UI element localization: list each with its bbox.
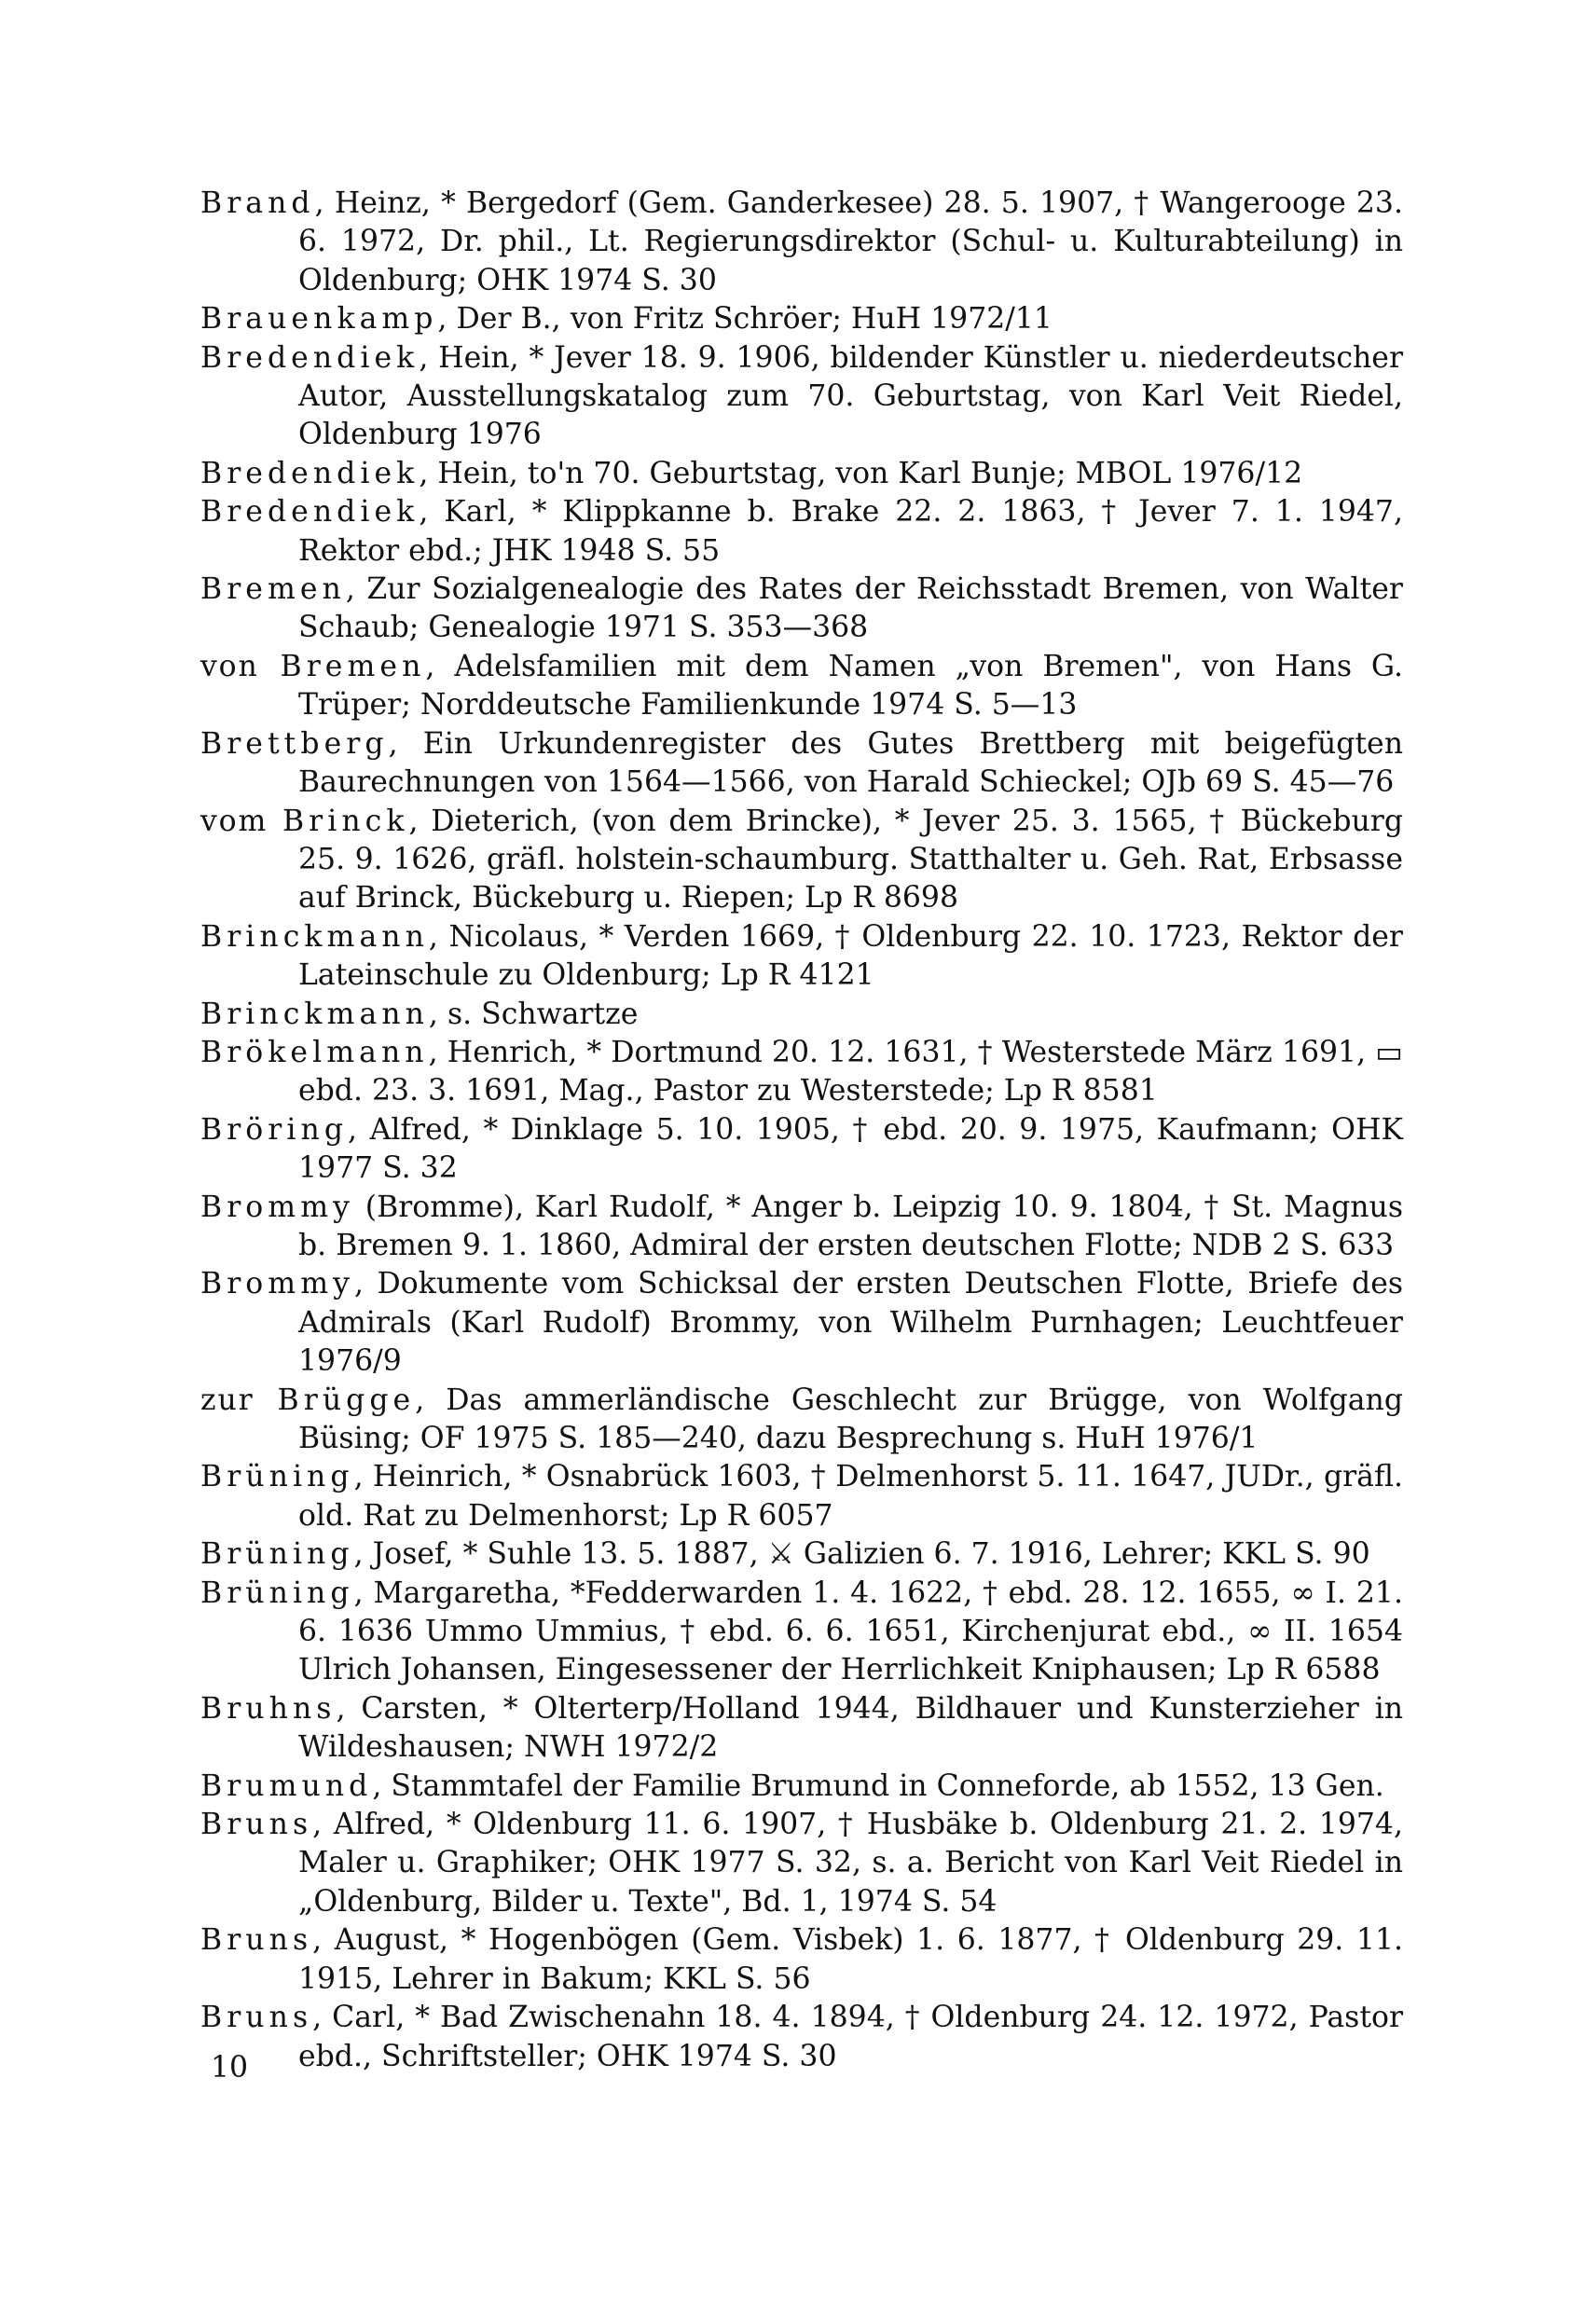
entry-text: , Heinz, * Bergedorf (Gem. Ganderkesee) 28. 5. 1907, † Wangerooge 23. 6. 1972, Dr. phil., Lt. Regierungsdirektor (Schul- u. Kulturabteilung) in Oldenburg; OHK 1974 S. 30: [298, 186, 1403, 297]
entry: [200, 339, 1403, 455]
entry-headword: Brommy: [200, 1267, 354, 1301]
entry-headword: Brettberg: [200, 726, 389, 761]
entry-headword: Bröring: [200, 1112, 349, 1147]
entry-headword: Bredendiek: [200, 340, 420, 375]
entry-text: , August, * Hogenbögen (Gem. Visbek) 1. 6. 1877, † Oldenburg 29. 11. 1915, Lehrer in Bakum; KKL S. 56: [298, 1923, 1403, 1996]
entry: [200, 1999, 1403, 2076]
page-number: 10: [211, 2051, 249, 2085]
entry: [200, 300, 1403, 338]
entry-headword: Brinckmann: [200, 997, 429, 1031]
entry-headword: Bruns: [200, 2001, 313, 2035]
entry-headword: Bredendiek: [200, 495, 420, 530]
entry: [200, 803, 1403, 918]
entry-headword: Bruns: [200, 1923, 313, 1958]
entry: [200, 1265, 1403, 1381]
entry-text: , Margaretha, *Fedderwarden 1. 4. 1622, † ebd. 28. 12. 1655, ∞ I. 21. 6. 1636 Ummo Ummius, † ebd. 6. 6. 1651, Kirchenjurat ebd., ∞ II. 1654 Ulrich Johansen, Eingesessener der Herrlichkeit Kniphausen; Lp R 6588: [298, 1576, 1403, 1687]
entry-text: , Hein, * Jever 18. 9. 1906, bildender Künstler u. niederdeutscher Autor, Ausstellungskatalog zum 70. Geburtstag, von Karl Veit Riedel, Oldenburg 1976: [298, 340, 1403, 452]
entry: [200, 996, 1403, 1034]
entry: [200, 493, 1403, 571]
entry-prefix: von: [200, 649, 281, 683]
entry-text: , Adelsfamilien mit dem Namen „von Bremen", von Hans G. Trüper; Norddeutsche Familienkunde 1974 S. 5—13: [298, 649, 1403, 722]
entry: [200, 918, 1403, 996]
entry-text: , Carl, * Bad Zwischenahn 18. 4. 1894, † Oldenburg 24. 12. 1972, Pastor ebd., Schriftsteller; OHK 1974 S. 30: [298, 2001, 1403, 2073]
entry-headword: Brand: [200, 186, 315, 220]
entry: [200, 725, 1403, 803]
entry-text: (Bromme), Karl Rudolf, * Anger b. Leipzig 10. 9. 1804, † St. Magnus b. Bremen 9. 1. 1860, Admiral der ersten deutschen Flotte; NDB 2 S. 633: [298, 1190, 1403, 1262]
entry-headword: Brüning: [200, 1537, 354, 1572]
entry-text: , s. Schwartze: [428, 997, 639, 1031]
entry: [200, 1690, 1403, 1768]
entry: [200, 1575, 1403, 1690]
page-body: [200, 185, 1403, 2076]
entry-text: , Zur Sozialgenealogie des Rates der Reichsstadt Bremen, von Walter Schaub; Genealogie 1971 S. 353—368: [298, 572, 1403, 645]
entry: [200, 1189, 1403, 1266]
entry: [200, 1806, 1403, 1921]
entry-text: , Hein, to'n 70. Geburtstag, von Karl Bunje; MBOL 1976/12: [419, 456, 1303, 490]
entry-text: , Alfred, * Oldenburg 11. 6. 1907, † Husbäke b. Oldenburg 21. 2. 1974, Maler u. Graphiker; OHK 1977 S. 32, s. a. Bericht von Karl Veit Riedel in „Oldenburg, Bilder u. Texte", Bd. 1, 1974 S. 54: [298, 1808, 1403, 1919]
entry-text: , Das ammerländische Geschlecht zur Brügge, von Wolfgang Büsing; OF 1975 S. 185—240, dazu Besprechung s. HuH 1976/1: [298, 1383, 1403, 1455]
entry-headword: Brökelmann: [200, 1035, 429, 1069]
entry-headword: Bredendiek: [200, 456, 420, 490]
entry-headword: Brommy: [200, 1190, 354, 1224]
entry: [200, 1768, 1403, 1806]
entry-headword: Bruhns: [200, 1691, 337, 1726]
entry-text: , Heinrich, * Osnabrück 1603, † Delmenhorst 5. 11. 1647, JUDr., gräfl. old. Rat zu Delmenhorst; Lp R 6057: [298, 1460, 1403, 1533]
entry-text: , Karl, * Klippkanne b. Brake 22. 2. 1863, † Jever 7. 1. 1947, Rektor ebd.; JHK 1948 S. 55: [298, 495, 1403, 568]
entry-headword: Brumund: [200, 1768, 373, 1803]
entry-prefix: vom: [200, 804, 282, 838]
entry: [200, 1458, 1403, 1535]
entry: [200, 1034, 1403, 1111]
entry: [200, 1535, 1403, 1574]
entry-text: , Stammtafel der Familie Brumund in Conneforde, ab 1552, 13 Gen.: [372, 1768, 1384, 1803]
entry-text: , Ein Urkundenregister des Gutes Brettberg mit beigefügten Baurechnungen von 1564—1566, von Harald Schieckel; OJb 69 S. 45—76: [298, 726, 1403, 800]
entry-headword: Bremen: [280, 649, 426, 683]
entry: [200, 1382, 1403, 1459]
entry-text: , Dieterich, (von dem Brincke), * Jever 25. 3. 1565, † Bückeburg 25. 9. 1626, gräfl. holstein-schaumburg. Statthalter u. Geh. Rat, Erbsasse auf Brinck, Bückeburg u. Riepen; Lp R 8698: [298, 804, 1404, 915]
entry: [200, 455, 1403, 493]
entry-headword: Bruns: [200, 1808, 313, 1842]
entry: [200, 1921, 1403, 1999]
entry-headword: Brauenkamp: [200, 302, 438, 337]
entry-text: , Alfred, * Dinklage 5. 10. 1905, † ebd. 20. 9. 1975, Kaufmann; OHK 1977 S. 32: [298, 1112, 1403, 1186]
entry-headword: Brüning: [200, 1460, 354, 1494]
entry-headword: Brügge: [277, 1383, 416, 1417]
entry-text: , Josef, * Suhle 13. 5. 1887, ⚔ Galizien 6. 7. 1916, Lehrer; KKL S. 90: [353, 1537, 1370, 1572]
entry-headword: Bremen: [200, 572, 346, 607]
entry: [200, 1111, 1403, 1189]
entry-text: , Der B., von Fritz Schröer; HuH 1972/11: [437, 302, 1053, 337]
entry-text: , Nicolaus, * Verden 1669, † Oldenburg 22. 10. 1723, Rektor der Lateinschule zu Oldenburg; Lp R 4121: [298, 919, 1403, 993]
entry: [200, 185, 1403, 300]
entry-text: , Henrich, * Dortmund 20. 12. 1631, † Westerstede März 1691, ▭ ebd. 23. 3. 1691, Mag., Pastor zu Westerstede; Lp R 8581: [298, 1035, 1403, 1108]
entry-text: , Dokumente vom Schicksal der ersten Deutschen Flotte, Briefe des Admirals (Karl Rudolf) Brommy, von Wilhelm Purnhagen; Leuchtfeuer 1976/9: [298, 1267, 1403, 1379]
entry-headword: Brinck: [282, 804, 409, 838]
entry-prefix: zur: [200, 1383, 278, 1417]
entry: [200, 571, 1403, 648]
entry: [200, 648, 1403, 725]
entry-headword: Brinckmann: [200, 919, 429, 954]
entry-headword: Brüning: [200, 1576, 354, 1610]
entry-text: , Carsten, * Olterterp/Holland 1944, Bildhauer und Kunsterzieher in Wildeshausen; NWH 1972/2: [298, 1691, 1403, 1765]
